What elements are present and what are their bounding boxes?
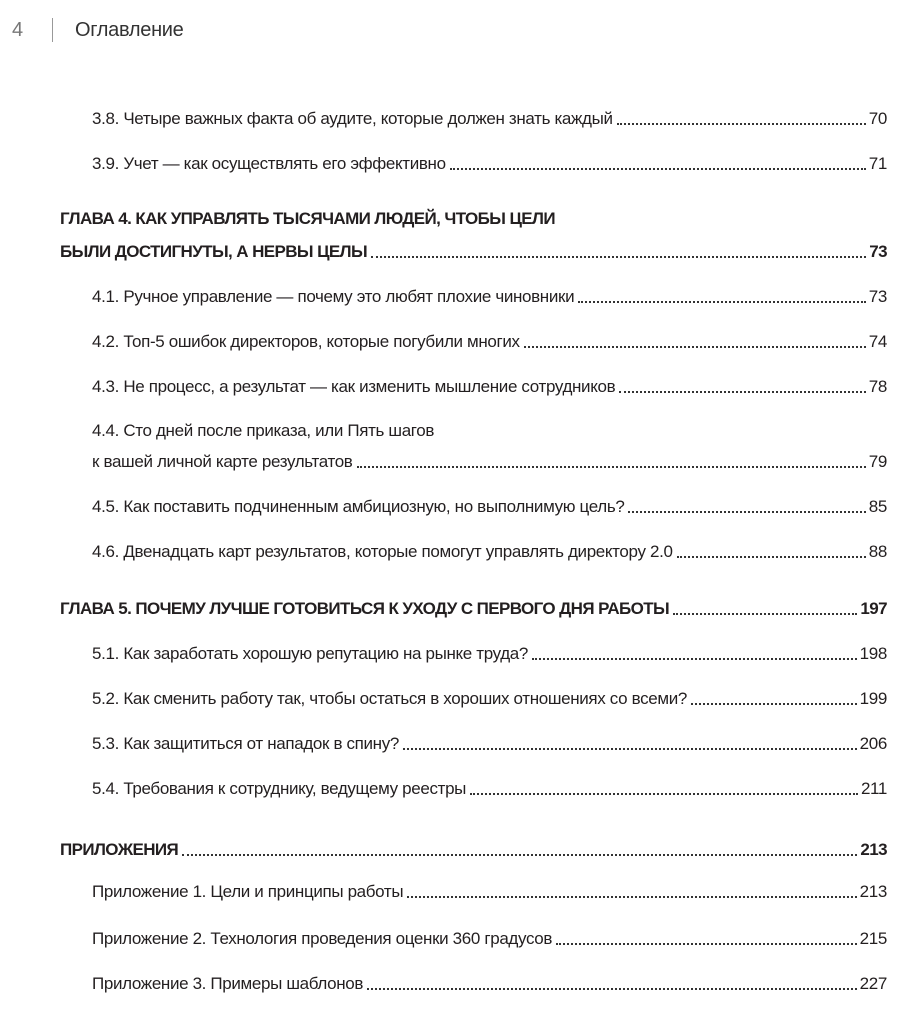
dot-leader xyxy=(532,658,857,660)
toc-section-entry[interactable] xyxy=(92,286,887,308)
dot-leader xyxy=(407,896,856,898)
toc-section-entry[interactable] xyxy=(92,881,887,903)
dot-leader xyxy=(556,943,857,945)
toc-entry-title: 4.3. Не процесс, а результат — как изменить мышление сотрудников xyxy=(92,377,616,396)
toc-entry-title: 3.9. Учет — как осуществлять его эффективно xyxy=(92,154,446,173)
toc-section-entry[interactable] xyxy=(92,688,887,710)
toc-section-entry[interactable] xyxy=(92,108,887,130)
toc-page-number: 73 xyxy=(869,242,887,261)
dot-leader xyxy=(524,346,866,348)
toc-entry-title: Приложение 2. Технология проведения оценки 360 градусов xyxy=(92,929,553,948)
toc-entry-title: Приложение 3. Примеры шаблонов xyxy=(92,974,364,993)
toc-entry-title: 5.1. Как заработать хорошую репутацию на рынке труда? xyxy=(92,644,528,663)
toc-page-number: 199 xyxy=(859,689,887,708)
running-title: Оглавление xyxy=(75,18,184,41)
toc-section-entry[interactable] xyxy=(92,733,887,755)
toc-page-number: 227 xyxy=(859,974,887,993)
toc-entry-title: ГЛАВА 5. ПОЧЕМУ ЛУЧШЕ ГОТОВИТЬСЯ К УХОДУ С ПЕРВОГО ДНЯ РАБОТЫ xyxy=(60,599,670,618)
toc-entry-title: 3.8. Четыре важных факта об аудите, которые должен знать каждый xyxy=(92,109,613,128)
dot-leader xyxy=(617,123,866,125)
dot-leader xyxy=(371,256,866,258)
dot-leader xyxy=(628,511,865,513)
toc-section-entry[interactable] xyxy=(92,541,887,563)
toc-entry-title: Приложение 1. Цели и принципы работы xyxy=(92,882,404,901)
toc-page-number: 213 xyxy=(859,882,887,901)
toc-chapter-entry[interactable] xyxy=(60,241,887,263)
toc-entry-title-line: ГЛАВА 4. КАК УПРАВЛЯТЬ ТЫСЯЧАМИ ЛЮДЕЙ, ЧТОБЫ ЦЕЛИ xyxy=(60,209,555,228)
dot-leader xyxy=(691,703,857,705)
toc-page-number: 78 xyxy=(868,377,887,396)
toc-entry-title: к вашей личной карте результатов xyxy=(92,452,353,471)
dot-leader xyxy=(403,748,857,750)
page-number: 4 xyxy=(12,18,24,41)
toc-chapter-entry[interactable] xyxy=(60,839,887,861)
toc-section-entry[interactable] xyxy=(92,973,887,995)
toc-page-number: 213 xyxy=(860,840,887,859)
toc-entry-title: 4.6. Двенадцать карт результатов, которые помогут управлять директору 2.0 xyxy=(92,542,673,561)
toc-page-number: 85 xyxy=(868,497,887,516)
toc-page-number: 197 xyxy=(860,599,887,618)
dot-leader xyxy=(357,466,866,468)
toc-entry-title: ПРИЛОЖЕНИЯ xyxy=(60,840,179,859)
toc-page-number: 211 xyxy=(860,779,887,798)
toc-section-entry[interactable] xyxy=(92,496,887,518)
toc-page-number: 198 xyxy=(859,644,887,663)
toc-page-number: 73 xyxy=(868,287,887,306)
dot-leader xyxy=(673,613,857,615)
toc-page-number: 88 xyxy=(868,542,887,561)
toc-section-entry[interactable] xyxy=(92,928,887,950)
toc-section-entry[interactable] xyxy=(92,376,887,398)
toc-entry-title: 4.2. Топ-5 ошибок директоров, которые погубили многих xyxy=(92,332,520,351)
dot-leader xyxy=(578,301,866,303)
toc-entry-title: 5.3. Как защититься от нападок в спину? xyxy=(92,734,399,753)
dot-leader xyxy=(182,854,857,856)
toc-page-number: 70 xyxy=(868,109,887,128)
toc-section-entry[interactable] xyxy=(92,153,887,175)
toc-entry-title: 5.4. Требования к сотруднику, ведущему реестры xyxy=(92,779,467,798)
running-header xyxy=(12,18,184,42)
toc-section-entry[interactable] xyxy=(92,451,887,473)
toc-section-entry[interactable] xyxy=(92,778,887,800)
dot-leader xyxy=(470,793,858,795)
dot-leader xyxy=(619,391,866,393)
toc-entry-title: БЫЛИ ДОСТИГНУТЫ, А НЕРВЫ ЦЕЛЫ xyxy=(60,242,368,261)
dot-leader xyxy=(677,556,866,558)
toc-entry-title: 4.5. Как поставить подчиненным амбициозную, но выполнимую цель? xyxy=(92,497,625,516)
toc-entry-title: 4.1. Ручное управление — почему это любят плохие чиновники xyxy=(92,287,575,306)
toc-entry-title-line: 4.4. Сто дней после приказа, или Пять шагов xyxy=(92,421,435,440)
toc-page-number: 74 xyxy=(868,332,887,351)
toc-page-number: 71 xyxy=(868,154,887,173)
toc-section-entry[interactable] xyxy=(92,643,887,665)
toc-page-number: 215 xyxy=(859,929,887,948)
toc-page-number: 79 xyxy=(868,452,887,471)
toc-page-number: 206 xyxy=(859,734,887,753)
toc-entry-title: 5.2. Как сменить работу так, чтобы остаться в хороших отношениях со всеми? xyxy=(92,689,687,708)
dot-leader xyxy=(450,168,866,170)
toc-chapter-entry[interactable] xyxy=(60,598,887,620)
header-divider xyxy=(52,18,53,42)
toc-section-entry[interactable] xyxy=(92,331,887,353)
dot-leader xyxy=(367,988,857,990)
